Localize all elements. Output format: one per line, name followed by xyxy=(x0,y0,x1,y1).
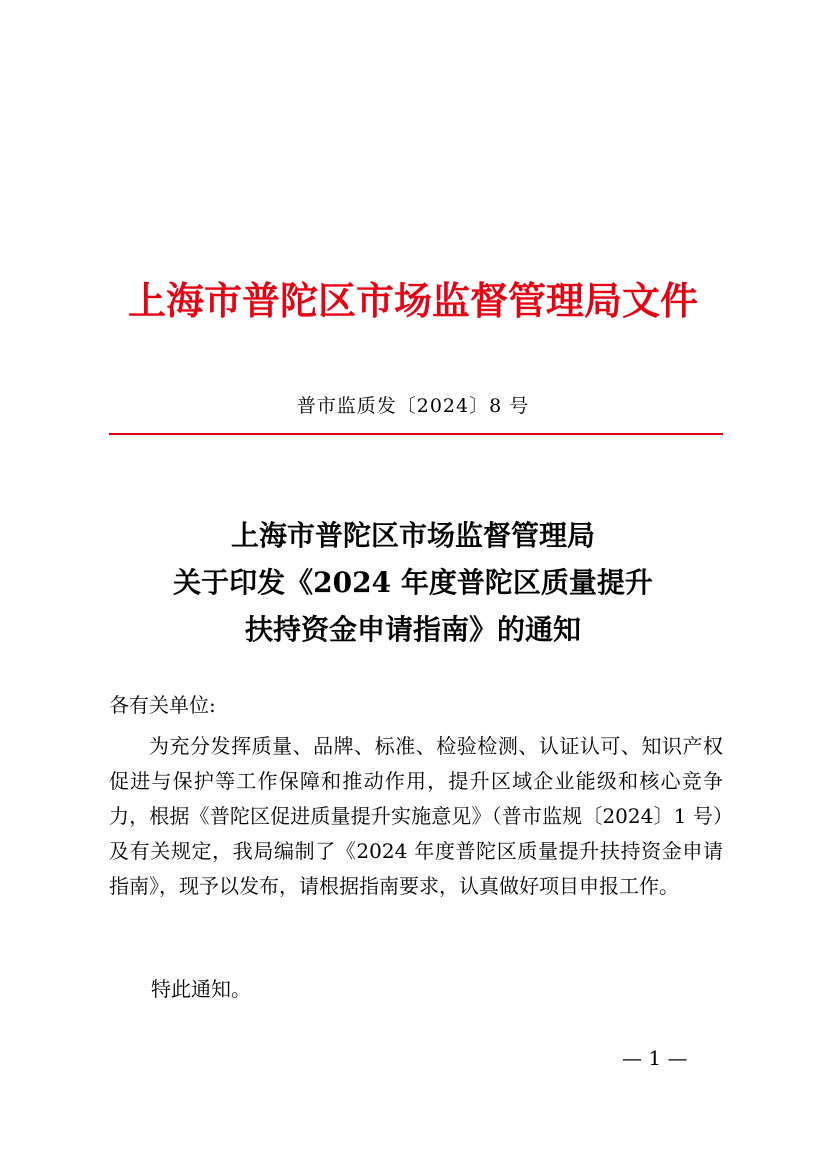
body-paragraph: 为充分发挥质量、品牌、标准、检验检测、认证认可、知识产权促进与保护等工作保障和推动作用，提升区域企业能级和核心竞争力，根据《普陀区促进质量提升实施意见》（普市监规〔2024〕1 号）及有关规定，我局编制了《2024 年度普陀区质量提升扶持资金申请指南》，现予以发布，请根据指南要求，认真做好项目申报工作。 xyxy=(109,734,723,898)
notice-title xyxy=(0,512,826,653)
document-number: 普市监质发〔2024〕8 号 xyxy=(296,395,530,417)
notice-title-line-3: 扶持资金申请指南》的通知 xyxy=(244,613,581,646)
page-number: — 1 — xyxy=(622,1046,688,1070)
issuer-header-title: 上海市普陀区市场监督管理局文件 xyxy=(127,278,698,323)
salutation: 各有关单位: xyxy=(109,693,216,717)
notice-title-line-2: 关于印发《2024 年度普陀区质量提升 xyxy=(173,566,653,599)
closing-remark: 特此通知。 xyxy=(151,977,251,1001)
red-divider-line xyxy=(109,433,723,435)
notice-title-line-1: 上海市普陀区市场监督管理局 xyxy=(230,519,595,552)
